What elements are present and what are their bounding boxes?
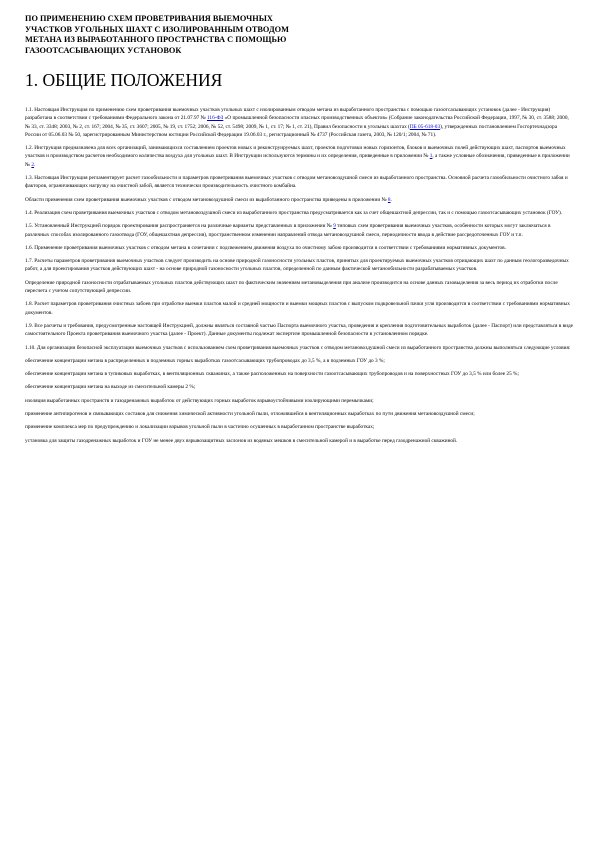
paragraph-text: Определение природной газоносности отрабатываемых угольных пластов действующих шахт по фактическим значениям метановыделения при анализе производится на основе данных газовыделения за весь период их отработки после пересчета с учетом сопутствующей депрессии. bbox=[25, 279, 558, 295]
paragraph bbox=[25, 357, 573, 365]
paragraph bbox=[25, 144, 573, 169]
reference-link[interactable]: 2 bbox=[31, 161, 35, 168]
paragraph-text: установка для защиты газодренажных выработок и ГОУ не менее двух взрывозащитных заслонов из водяных мешков в смесительной камерой и в выработке перед газодренажной скважиной. bbox=[25, 437, 458, 444]
paragraph bbox=[25, 279, 573, 296]
paragraph-text: 1.4. Реализация схем проветривания выемочных участков с отводом метановоздушной смеси из выработанного пространства предусматривается как за счет общешахтной депрессии, так и с помощью газоотсасывающих установок (ГОУ). bbox=[25, 209, 563, 216]
paragraph bbox=[25, 423, 573, 431]
paragraph-text: . bbox=[390, 196, 392, 203]
paragraph bbox=[25, 209, 573, 217]
paragraph-text: обеспечение концентрации метана в распределенных в подземных горных выработках газоотсасывающих трубопроводах до 3,5 %, а в подземных ГОУ до 3 %; bbox=[25, 357, 385, 364]
paragraph-text: 1.8. Расчет параметров проветривания очистных забоев при отработке выемки пластов малой и средней мощности и выемки мощных пластов с выпуском подкровельной пачки угля производится в соответствии с требованиями нормативных документов. bbox=[25, 301, 570, 316]
paragraph bbox=[25, 383, 573, 391]
paragraph-text: Области применения схем проветривания выемочных участков с отводом метановоздушной смеси из выработанного пространства приведены в приложении № bbox=[25, 196, 388, 203]
paragraph bbox=[25, 257, 573, 274]
paragraph-text: , а также условные обозначения, приведенные в приложении № bbox=[25, 153, 570, 168]
paragraph bbox=[25, 322, 573, 339]
reference-link[interactable]: 8 bbox=[387, 196, 391, 203]
paragraph-text: обеспечение концентрации метана в тупиковых выработках, в вентиляционных скважинах, а также расположенных на поверхности газоотсасывающих трубопроводов и на поверхностных ГОУ до 3,5 % или более 25 %; bbox=[25, 371, 519, 378]
document-title: ПО ПРИМЕНЕНИЮ СХЕМ ПРОВЕТРИВАНИЯ ВЫЕМОЧНЫХ УЧАСТКОВ УГОЛЬНЫХ ШАХТ С ИЗОЛИРОВАННЫМ ОТВОДОМ МЕТАНА ИЗ ВЫРАБОТАННОГО ПРОСТРАНСТВА С ПОМОЩЬЮ ГАЗООТСАСЫВАЮЩИХ УСТАНОВОК bbox=[25, 14, 289, 55]
document-body bbox=[25, 106, 573, 450]
paragraph bbox=[25, 106, 573, 139]
section-heading: 1. ОБЩИЕ ПОЛОЖЕНИЯ bbox=[25, 70, 223, 90]
paragraph-text: . bbox=[34, 161, 36, 168]
paragraph bbox=[25, 244, 573, 252]
paragraph-text: 1.2. Инструкция предназначена для всех организаций, занимающихся составлением проектов новых и реконструируемых шахт, проектов подготовки новых горизонтов, блоков и выемочных полей действующих шахт, паспортов выемочных участков и производством расчетов необходимого количества воздуха для угольных шахт. В Инструкции используются термины и их определения, приведенные в приложении № bbox=[25, 145, 566, 160]
paragraph bbox=[25, 300, 573, 317]
paragraph-text: 1.7. Расчеты параметров проветривания выемочных участков следует производить на основе природной газоносности угольных пластов, принятых для проектируемых выемочных участков отрицающих шахт по данным геологоразведочных работ, а для проектирования участков действующих шахт - на основе природной газоносности угольных пластов, определенной по данным фактической метанообильности разрабатываемых участков. bbox=[25, 258, 569, 273]
paragraph bbox=[25, 174, 573, 191]
reference-link[interactable]: 1 bbox=[429, 153, 433, 160]
paragraph bbox=[25, 397, 573, 405]
paragraph bbox=[25, 370, 573, 378]
paragraph bbox=[25, 222, 573, 239]
paragraph-text: 1.9. Все расчеты и требования, предусмотренные настоящей Инструкцией, должны являться составной частью Паспорта выемочного участка, проведения и крепления подготовительных выработок (далее - Паспорт) или представляться в виде самостоятельного Проекта проветривания выемочного участка (далее - Проект). Данные документы подлежат экспертизе промышленной безопасности в установленном порядке. bbox=[25, 322, 573, 338]
paragraph bbox=[25, 344, 573, 352]
paragraph-text: применение антипирогенов и связывающих составов для снижения химической активности угольной пыли, отложившейся в вентиляционных выработках по пути движения метановоздушной смеси; bbox=[25, 411, 475, 418]
paragraph-text: 1.10. Для организации безопасной эксплуатации выемочных участков с использованием схем проветривания выемочных участков с отводом метановоздушной смеси из выработанного пространства должны выполняться следующие условия: bbox=[25, 344, 571, 351]
reference-link[interactable]: ПБ 05-618-03 bbox=[409, 123, 441, 130]
paragraph bbox=[25, 410, 573, 418]
reference-link[interactable]: 116-ФЗ bbox=[206, 115, 224, 122]
paragraph-text: применение комплекса мер по предупреждению и локализации взрывов угольной пыли в частично осушенных в выработанном пространстве выработках; bbox=[25, 424, 375, 431]
paragraph bbox=[25, 196, 573, 204]
paragraph-text: изоляция выработанных пространств и газодренажных выработок от действующих горных выработок взрывоустойчивыми изолирующими перемычками; bbox=[25, 397, 374, 404]
paragraph-text: типовых схем проветривания выемочных участков, особенности которых могут заключаться в различных способах изолированного газоотвода (ГОУ, общешахтная депрессия), пространственном изменении направлений отвода метановоздушной смеси, периодичности ввода в действие рассредоточенных ГОУ и т.п. bbox=[25, 223, 551, 238]
paragraph-text: ), утвержденных постановлением Госгортехнадзора России от 05.06.03 № 50, зарегистрированным Министерством юстиции Российской Федерации 19.06.03 г., регистрационный № 4737 (Российская газета, 2003, № 120/1; 2004, № 71). bbox=[25, 123, 558, 138]
paragraph-text: 1.6. Применение проветривания выемочных участков с отводом метана в сочетании с подсвежением движения воздуха по очистному забою производится в соответствии с требованиями нормативных документов. bbox=[25, 244, 506, 251]
paragraph bbox=[25, 437, 573, 445]
paragraph-text: 1.1. Настоящая Инструкция по применению схем проветривания выемочных участков угольных шахт с изолированным отводом метана из выработанного пространства с помощью газоотсасывающих установок (далее - Инструкция) разработана в соответствии с требованиями Федерального закона от 21.07.97 № bbox=[25, 107, 551, 122]
reference-link[interactable]: 9 bbox=[333, 223, 336, 230]
paragraph-text: обеспечение концентрации метана на выходе из смесительной камеры 2 %; bbox=[25, 384, 196, 391]
paragraph-text: 1.3. Настоящая Инструкция регламентирует расчет газообильности и параметров проветривания выемочных участков с отводом метановоздушной смеси из выработанного пространства. Основной расчета газообильности очистного забоя и факторов, ограничивающих нагрузку на очистной забой, является технически производительность очистного комбайна. bbox=[25, 175, 568, 190]
paragraph-text: 1.5. Установленный Инструкцией порядок проектирования распространяется на различные варианты представленных в приложении № bbox=[25, 223, 334, 230]
paragraph-text: «О промышленной безопасности опасных производственных объектов» (Собрание законодательства Российской Федерации, 1997, № 30, ст. 3588; 2000, № 33, ст. 3348; 2003, № 2, ст. 167; 2004, № 35, ст. 3607; 2005, № 19, ст. 1752; 2006, № 52, ст. 5498; 2009, № 1, ст. 17; № 1, ст. 21), Правил безопасности в угольных шахтах ( bbox=[25, 115, 569, 130]
